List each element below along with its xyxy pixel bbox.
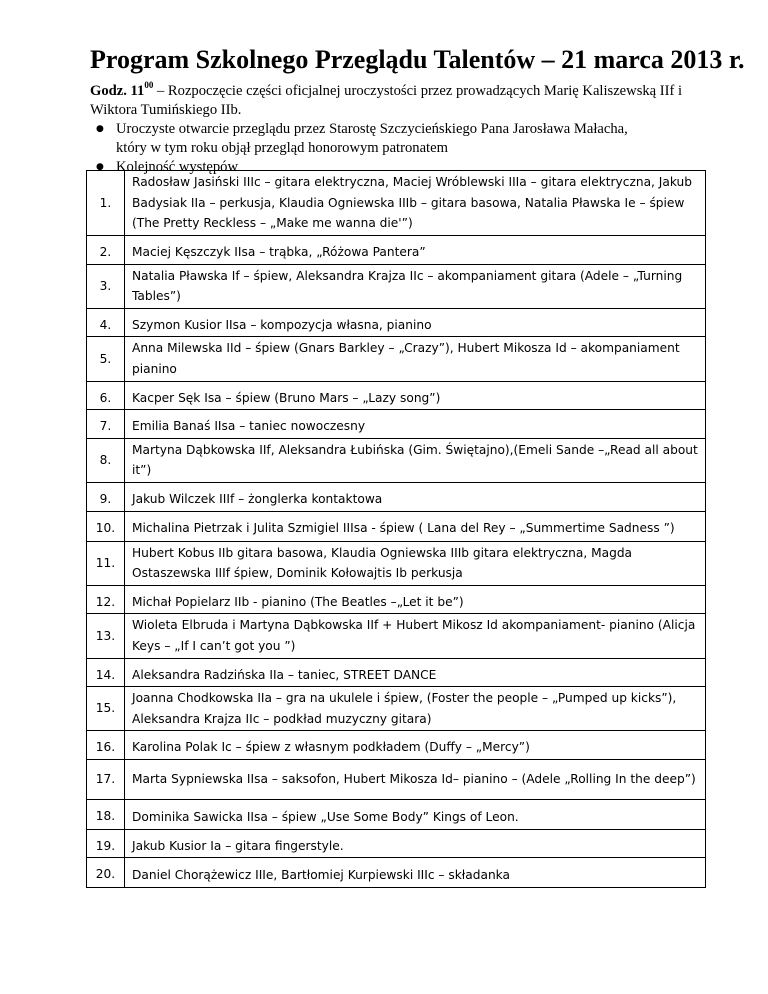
time-label: Godz. $11^{00}$ — [90, 80, 154, 99]
performance-number: 2. — [87, 236, 125, 265]
table-row — [87, 658, 706, 687]
performance-description: Aleksandra Radzińska IIa – taniec, STREET DANCE — [125, 658, 706, 687]
table-row — [87, 759, 706, 799]
performances-table — [86, 170, 706, 888]
table-row — [87, 438, 706, 482]
table-row — [87, 585, 706, 614]
table-row — [87, 511, 706, 541]
performance-number: 16. — [87, 731, 125, 760]
bullet-item-opening: ● Uroczyste otwarcie przeglądu przez Starostę Szczycieńskiego Pana Jarosława Małacha, który w tym roku objął przegląd honorowym patronatem — [116, 120, 730, 158]
table-row — [87, 829, 706, 858]
performance-description: Kacper Sęk Isa – śpiew (Bruno Mars – „Lazy song”) — [125, 381, 706, 410]
performance-description: Joanna Chodkowska IIa – gra na ukulele i śpiew, (Foster the people – „Pumped up kicks”), Aleksandra Krajza IIc – podkład muzyczny gitara) — [125, 687, 706, 731]
table-row — [87, 541, 706, 585]
performance-description: Michalina Pietrzak i Julita Szmigiel IIIsa - śpiew ( Lana del Rey – „Summertime Sadness ”) — [125, 511, 706, 541]
table-row — [87, 858, 706, 888]
table-row — [87, 308, 706, 337]
table-row — [87, 799, 706, 829]
table-row — [87, 264, 706, 308]
performance-description: Natalia Pławska If – śpiew, Aleksandra Krajza IIc – akompaniament gitara (Adele – „Turning Tables”) — [125, 264, 706, 308]
table-row — [87, 410, 706, 439]
performance-description: Jakub Kusior Ia – gitara fingerstyle. — [125, 829, 706, 858]
performance-number: 17. — [87, 759, 125, 799]
intro-section — [90, 82, 730, 177]
table-row — [87, 171, 706, 236]
performance-description: Emilia Banaś IIsa – taniec nowoczesny — [125, 410, 706, 439]
bullet-item-order: ● Kolejność występów — [116, 158, 730, 177]
performance-number: 6. — [87, 381, 125, 410]
performance-number: 15. — [87, 687, 125, 731]
performance-number: 5. — [87, 337, 125, 381]
performance-number: 19. — [87, 829, 125, 858]
performance-description: Dominika Sawicka IIsa – śpiew „Use Some Body” Kings of Leon. — [125, 799, 706, 829]
opening-text: – Rozpoczęcie części oficjalnej uroczystości przez prowadzących Marię Kaliszewską IIf i Wiktora Tumińskiego IIb. — [90, 83, 683, 118]
table-row — [87, 482, 706, 511]
performance-number: 1. — [87, 171, 125, 236]
performance-description: Marta Sypniewska IIsa – saksofon, Hubert Mikosza Id– pianino – (Adele „Rolling In the deep”) — [125, 759, 706, 799]
performance-number: 13. — [87, 614, 125, 658]
performance-number: 10. — [87, 511, 125, 541]
performance-description: Szymon Kusior IIsa – kompozycja własna, pianino — [125, 308, 706, 337]
performance-number: 20. — [87, 858, 125, 888]
performance-description: Hubert Kobus IIb gitara basowa, Klaudia Ogniewska IIIb gitara elektryczna, Magda Ostaszewska IIIf śpiew, Dominik Kołowajtis Ib perkusja — [125, 541, 706, 585]
bullet-list — [90, 120, 730, 177]
performance-number: 8. — [87, 438, 125, 482]
table-row — [87, 337, 706, 381]
opening-line — [90, 82, 730, 120]
performance-description: Maciej Kęszczyk IIsa – trąbka, „Różowa Pantera” — [125, 236, 706, 265]
performance-number: 7. — [87, 410, 125, 439]
performance-number: 12. — [87, 585, 125, 614]
performance-number: 14. — [87, 658, 125, 687]
performance-number: 18. — [87, 799, 125, 829]
performance-description: Anna Milewska IId – śpiew (Gnars Barkley – „Crazy”), Hubert Mikosza Id – akompaniament pianino — [125, 337, 706, 381]
table-row — [87, 236, 706, 265]
performance-description: Wioleta Elbruda i Martyna Dąbkowska IIf + Hubert Mikosz Id akompaniament- pianino (Alicja Keys – „If I can’t got you ”) — [125, 614, 706, 658]
performance-description: Karolina Polak Ic – śpiew z własnym podkładem (Duffy – „Mercy”) — [125, 731, 706, 760]
table-row — [87, 731, 706, 760]
performance-number: 4. — [87, 308, 125, 337]
performance-number: 9. — [87, 482, 125, 511]
performance-description: Daniel Chorążewicz IIIe, Bartłomiej Kurpiewski IIIc – składanka — [125, 858, 706, 888]
table-row — [87, 614, 706, 658]
performance-description: Martyna Dąbkowska IIf, Aleksandra Łubińska (Gim. Świętajno),(Emeli Sande –„Read all about it”) — [125, 438, 706, 482]
table-row — [87, 381, 706, 410]
table-row — [87, 687, 706, 731]
performance-description: Radosław Jasiński IIIc – gitara elektryczna, Maciej Wróblewski IIIa – gitara elektryczna, Jakub Badysiak IIa – perkusja, Klaudia Ogniewska IIIb – gitara basowa, Natalia Pławska Ie – śpiew (The Pretty Reckless – „Make me wanna die'”) — [125, 171, 706, 236]
page-title: Program Szkolnego Przeglądu Talentów – 21 marca 2013 r. — [90, 45, 745, 74]
performance-description: Jakub Wilczek IIIf – żonglerka kontaktowa — [125, 482, 706, 511]
performance-description: Michał Popielarz IIb - pianino (The Beatles –„Let it be”) — [125, 585, 706, 614]
performance-number: 3. — [87, 264, 125, 308]
performance-number: 11. — [87, 541, 125, 585]
